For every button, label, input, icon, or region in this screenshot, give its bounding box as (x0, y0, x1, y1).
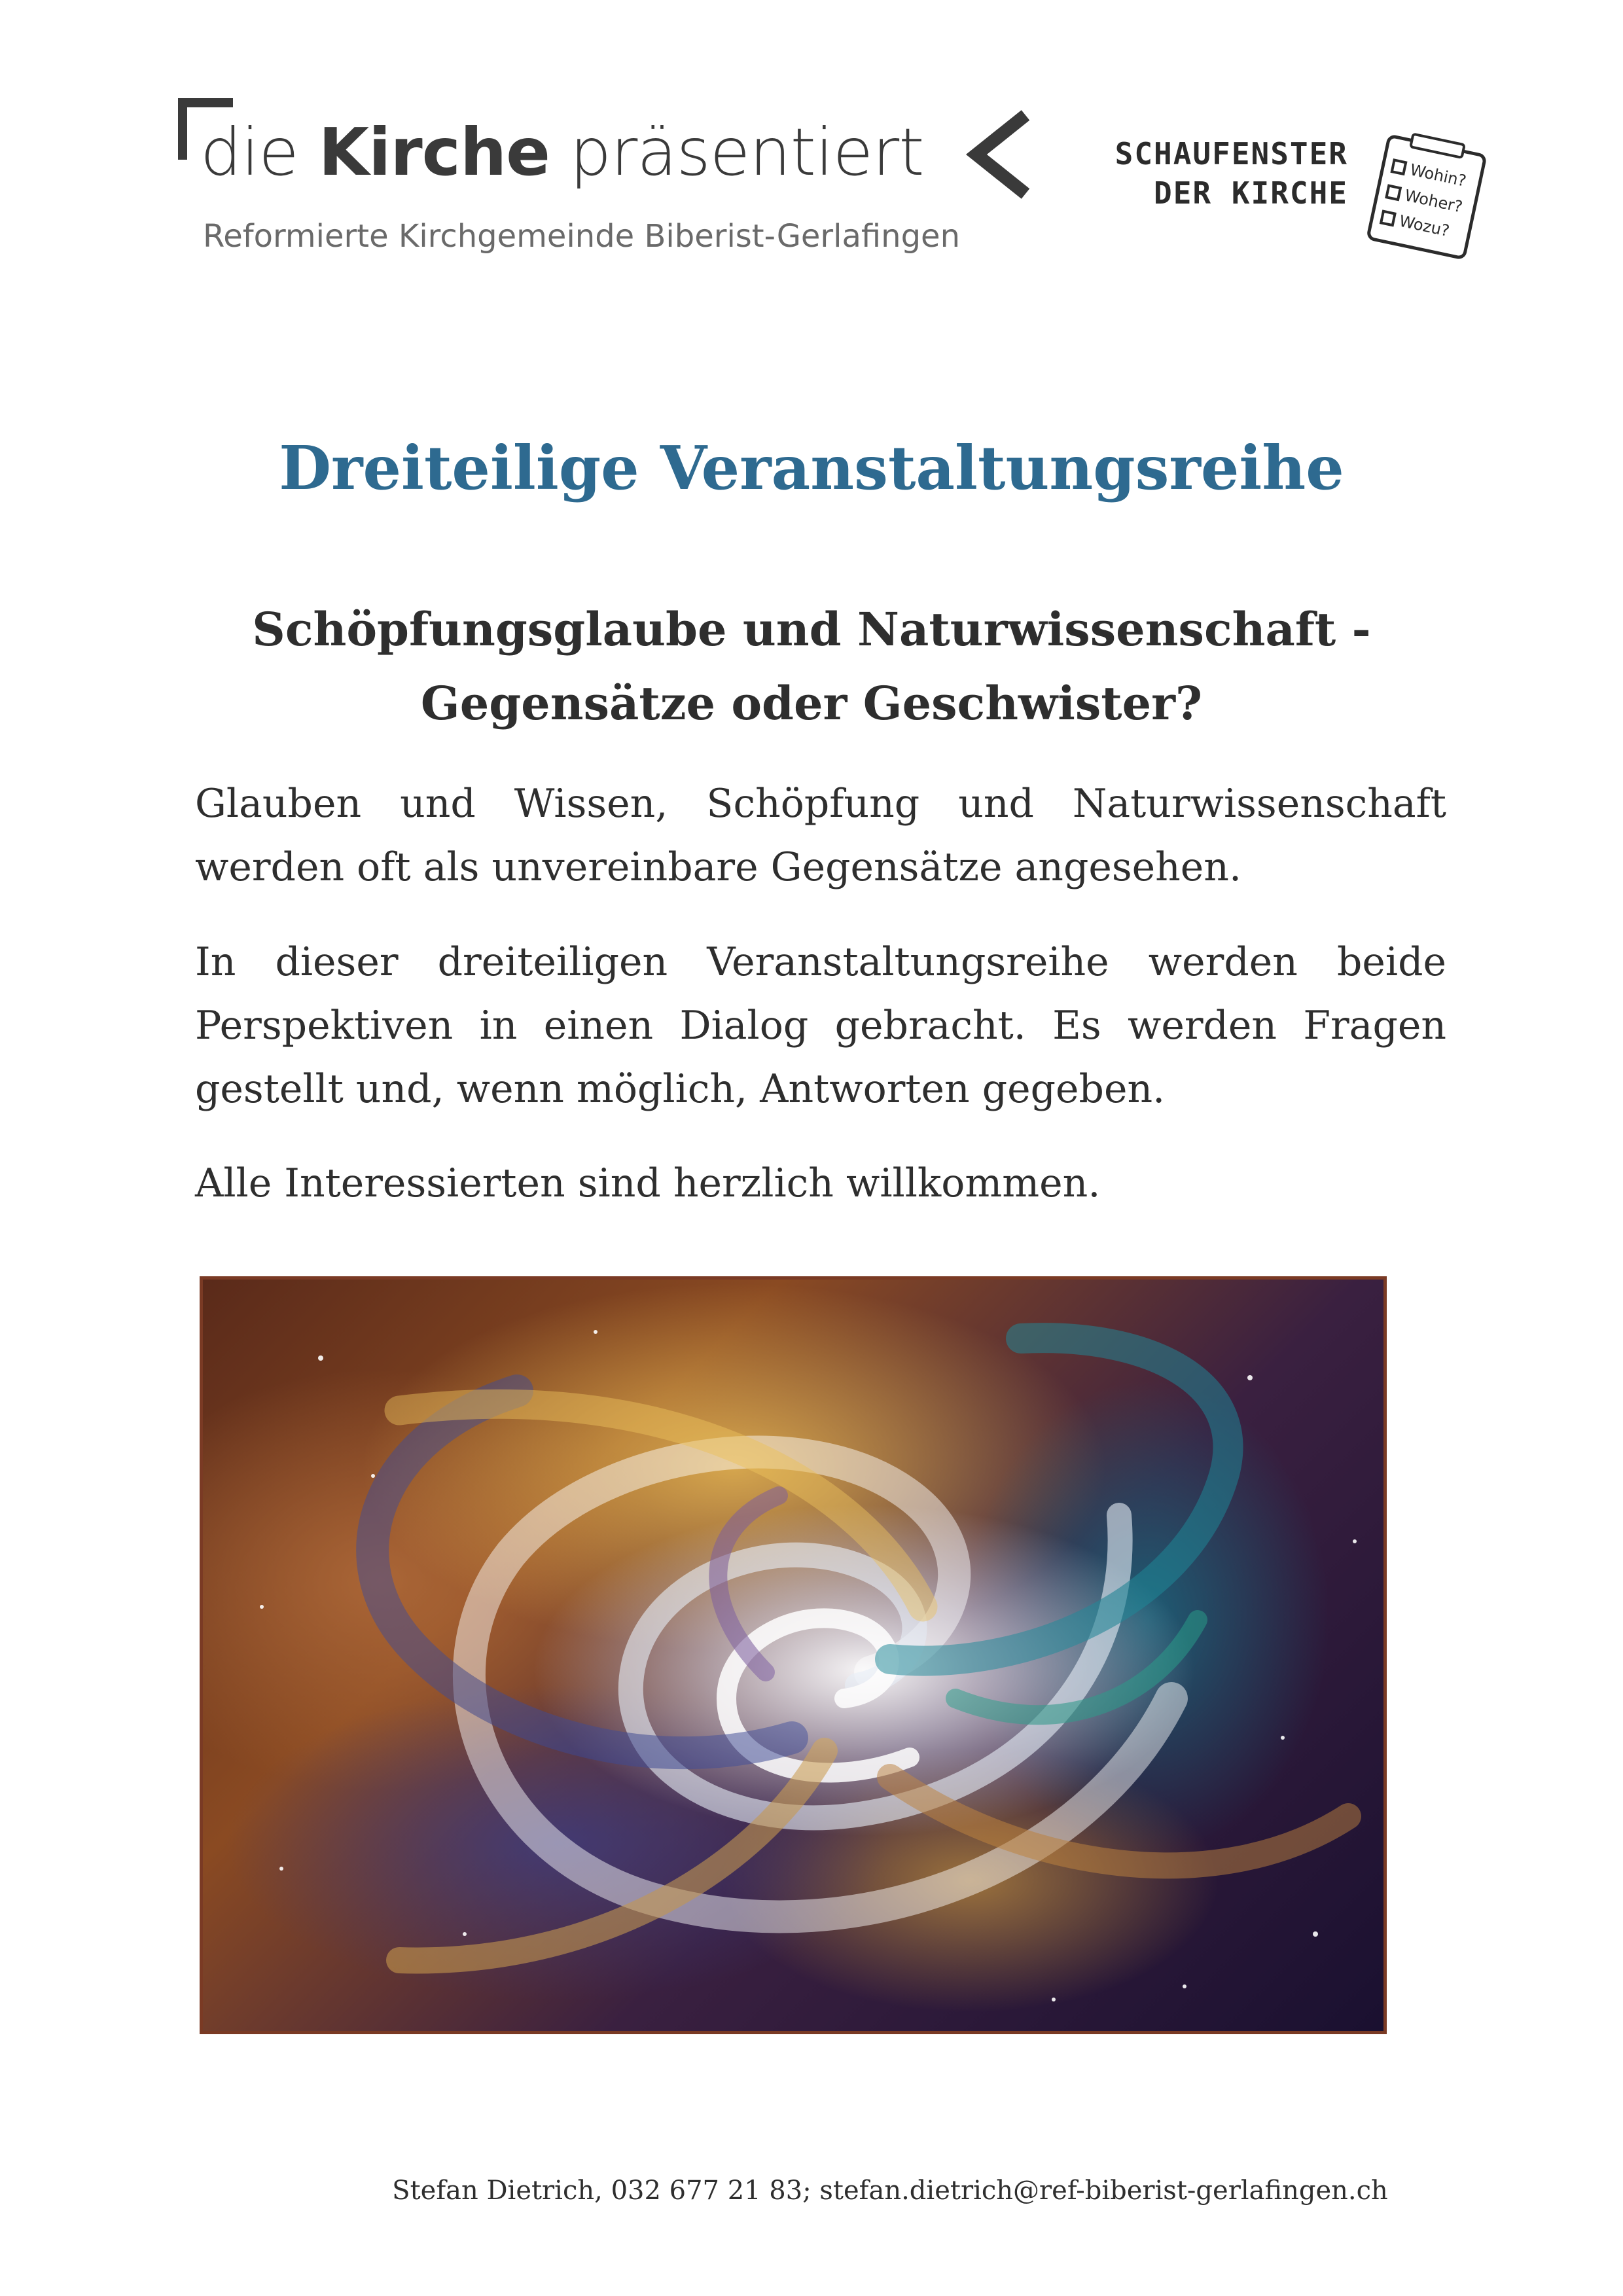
paragraph-description: In dieser dreiteiligen Veranstaltungsreihe werden beide Perspektiven in einen Dialog gebracht. Es werden Fragen gestellt und, wenn möglich, Antworten gegeben. (195, 939, 1446, 1112)
subheading-line2: Gegensätze oder Geschwister? (420, 676, 1203, 730)
paragraph-intro: Glauben und Wissen, Schöpfung und Naturwissenschaft werden oft als unvereinbare Gegensätze angesehen. (195, 781, 1446, 890)
logo-word-die: die (200, 114, 298, 190)
page-title: Dreiteilige Veranstaltungsreihe (279, 433, 1344, 503)
checklist-item-2: Woher? (1402, 186, 1465, 217)
paragraph-welcome: Alle Interessierten sind herzlich willkommen. (195, 1160, 1101, 1206)
checklist-item-3: Wozu? (1397, 211, 1452, 241)
logo-word-kirche: Kirche (318, 114, 550, 190)
logo-subtitle: Reformierte Kirchgemeinde Biberist-Gerlafingen (203, 218, 960, 255)
schaufenster-line1: SCHAUFENSTER (1115, 136, 1348, 171)
checklist-icon (1358, 131, 1489, 262)
galaxy-spiral-image (200, 1276, 1387, 2034)
logo-word-praesentiert: präsentiert (569, 114, 924, 190)
logo-title (200, 114, 924, 190)
schaufenster-line2: DER KIRCHE (1154, 175, 1348, 211)
subheading (0, 592, 1623, 740)
spiral-artwork (203, 1280, 1387, 2034)
subheading-line1: Schöpfungsglaube und Naturwissenschaft - (252, 602, 1371, 656)
chevron-left-icon (963, 109, 1034, 200)
footer-contact: Stefan Dietrich, 032 677 21 83; stefan.dietrich@ref-biberist-gerlafingen.ch (392, 2176, 1388, 2206)
checklist-item-1: Wohin? (1408, 160, 1468, 190)
schaufenster-logo (1067, 134, 1348, 213)
